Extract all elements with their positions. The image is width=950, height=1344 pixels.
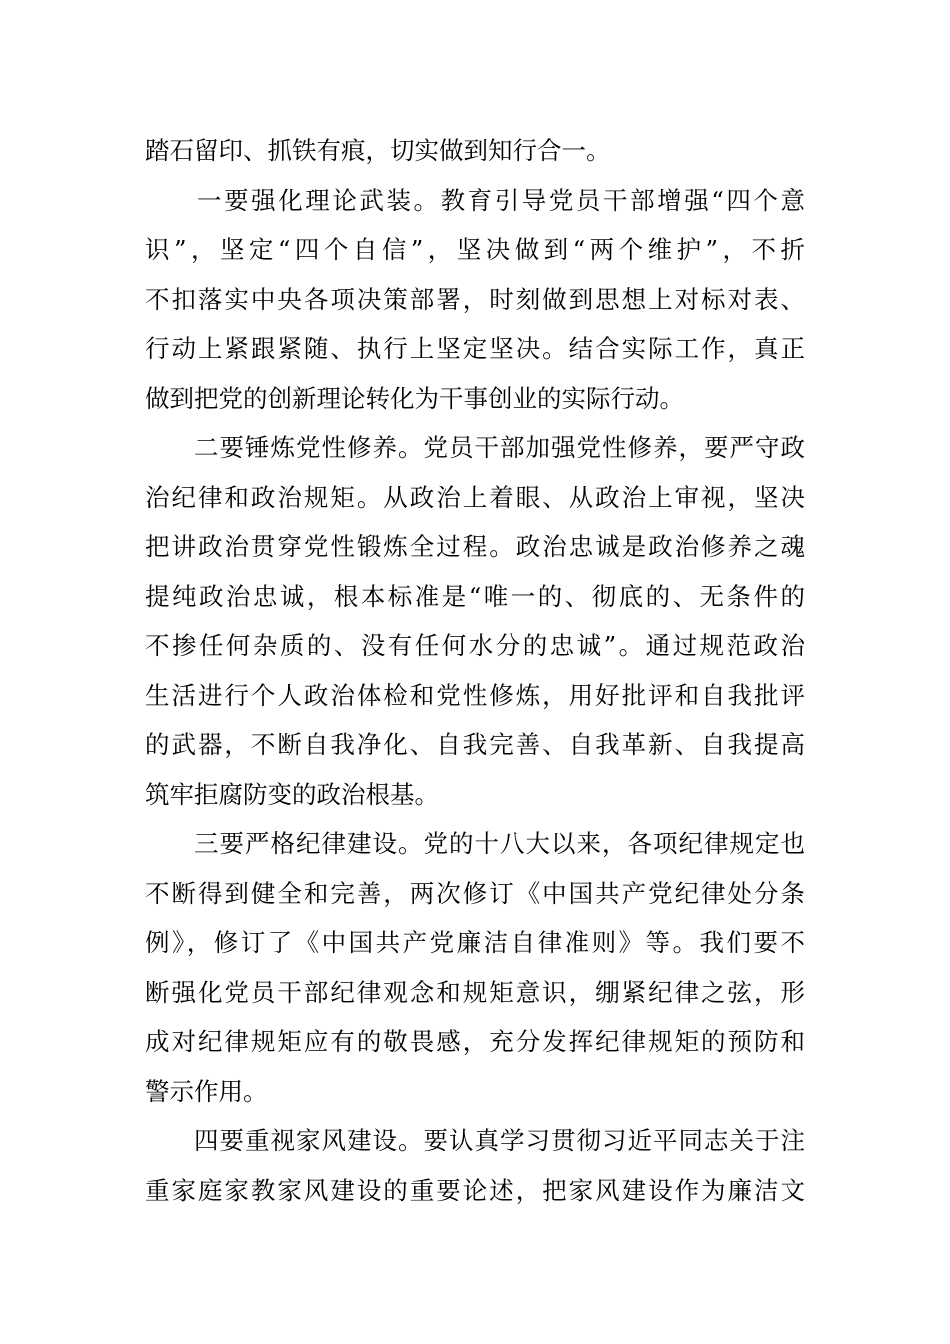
paragraph-line: 二要锤炼党性修养。党员干部加强党性修养，要严守政: [194, 433, 805, 462]
paragraph-family-style: [145, 1116, 805, 1215]
paragraph-line: 重家庭家教家风建设的重要论述，把家风建设作为廉洁文: [145, 1175, 805, 1205]
paragraph-line: 不扣落实中央各项决策部署，时刻做到思想上对标对表、: [145, 284, 805, 314]
paragraph-line: 识”，坚定“四个自信”，坚决做到“两个维护”，不折: [145, 235, 805, 264]
paragraph-line: 不掺任何杂质的、没有任何水分的忠诚”。通过规范政治: [145, 631, 805, 660]
paragraph-line: 治纪律和政治规矩。从政治上着眼、从政治上审视，坚决: [145, 482, 805, 512]
paragraph-party-spirit: [145, 423, 805, 819]
paragraph-continuation: [145, 126, 805, 176]
paragraph-line: 三要严格纪律建设。党的十八大以来，各项纪律规定也: [194, 829, 805, 858]
paragraph-theory-arming: [145, 176, 805, 424]
paragraph-line: 成对纪律规矩应有的敬畏感，充分发挥纪律规矩的预防和: [145, 1027, 805, 1056]
paragraph-line: 提纯政治忠诚，根本标准是“唯一的、彻底的、无条件的: [145, 581, 805, 611]
paragraph-line: 断强化党员干部纪律观念和规矩意识，绷紧纪律之弦，形: [145, 977, 805, 1007]
paragraph-line: 把讲政治贯穿党性锻炼全过程。政治忠诚是政治修养之魂: [145, 532, 805, 561]
paragraph-line: 做到把党的创新理论转化为干事创业的实际行动。: [145, 383, 684, 413]
paragraph-line: 的武器，不断自我净化、自我完善、自我革新、自我提高: [145, 730, 805, 759]
paragraph-line: 一要强化理论武装。教育引导党员干部增强“四个意: [197, 185, 805, 215]
paragraph-line: 不断得到健全和完善，两次修订《中国共产党纪律处分条: [145, 878, 805, 908]
paragraph-line: 四要重视家风建设。要认真学习贯彻习近平同志关于注: [194, 1126, 805, 1155]
paragraph-line: 警示作用。: [145, 1076, 268, 1106]
paragraph-line: 筑牢拒腐防变的政治根基。: [145, 779, 439, 809]
document-body: [145, 126, 805, 1215]
paragraph-line: 生活进行个人政治体检和党性修炼，用好批评和自我批评: [145, 680, 805, 710]
paragraph-discipline: [145, 819, 805, 1116]
paragraph-line: 踏石留印、抓铁有痕，切实做到知行合一。: [145, 136, 611, 165]
paragraph-line: 行动上紧跟紧随、执行上坚定坚决。结合实际工作，真正: [145, 334, 805, 363]
paragraph-line: 例》，修订了《中国共产党廉洁自律准则》等。我们要不: [145, 928, 805, 957]
